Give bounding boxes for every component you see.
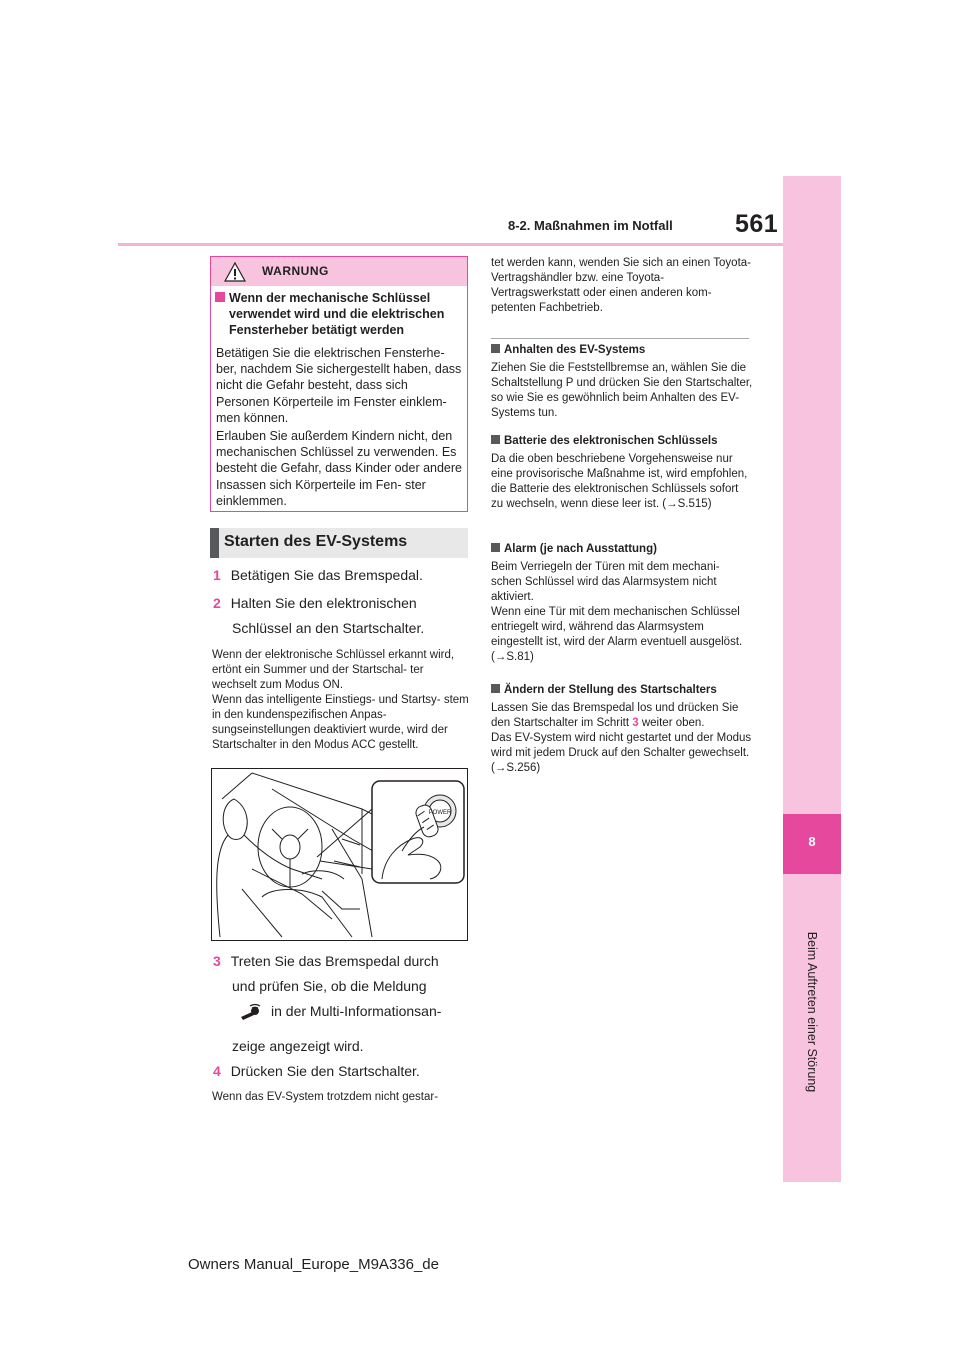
step-number: 1 xyxy=(213,567,221,583)
step-note: Wenn der elektronische Schlüssel erkannt wird, ertönt ein Summer und der Startschal- ter wechselt zum Modus ON. Wenn das intelligente Einstiegs- und Startsy- stem in den kundenspezifischen Anpas- sungseinstellungen deaktiviert wurde, wird der Startschalter in den Modus ACC gestellt. xyxy=(212,649,469,751)
divider xyxy=(491,338,749,339)
step-note: Wenn das EV-System trotzdem nicht gestar- xyxy=(212,1091,439,1103)
illustration-key-on-start-switch xyxy=(211,768,468,941)
step-1 xyxy=(213,563,469,588)
warning-paragraph: Erlauben Sie außerdem Kindern nicht, den mechanischen Schlüssel zu verwenden. Es besteht die Gefahr, dass Kinder oder andere Insassen sich Körperteile im Fen- ster einklemmen. xyxy=(216,429,462,508)
section-title: 8-2. Maßnahmen im Notfall xyxy=(508,218,673,233)
subsection-title-text: Ändern der Stellung des Startschalters xyxy=(504,684,717,696)
page-number: 561 xyxy=(735,210,779,238)
step-number: 3 xyxy=(213,953,221,969)
square-bullet-icon xyxy=(491,344,500,353)
square-bullet-icon xyxy=(491,684,500,693)
subsection-title-text: Anhalten des EV-Systems xyxy=(504,344,646,356)
step-text: Betätigen Sie das Bremspedal. xyxy=(230,567,423,583)
step-text: Halten Sie den elektronischen xyxy=(230,595,417,611)
power-button-label: POWER xyxy=(428,810,452,816)
subsection-paragraph: Da die oben beschriebene Vorgehensweise nur eine provisorische Maßnahme ist, wird empfohlen, die Batterie des elektronischen Schlüssels sofort zu wechseln, wenn diese leer ist. (→S.515) xyxy=(491,453,748,510)
warning-label: WARNUNG xyxy=(262,264,329,278)
step-text: Treten Sie das Bremspedal durch xyxy=(230,953,439,969)
section-heading: Starten des EV-Systems xyxy=(224,533,408,550)
subsection-title xyxy=(491,683,717,698)
subsection-paragraph: Beim Verriegeln der Türen mit dem mechani- schen Schlüssel wird das Alarmsystem nicht aktiviert. Wenn eine Tür mit dem mechanischen Schlüssel entriegelt wird, während das Alarmsystem eingestellt ist, wird der Alarm eventuell ausgelöst. (→S.81) xyxy=(491,561,743,663)
heading-band-bar xyxy=(210,528,219,558)
subsection-title-text: Alarm (je nach Ausstattung) xyxy=(504,543,657,555)
subsection-title xyxy=(491,434,717,449)
header-rule xyxy=(118,243,783,246)
step-number: 4 xyxy=(213,1063,221,1079)
step-text-continued: in der Multi-Informationsan- xyxy=(271,1003,442,1019)
step-2 xyxy=(213,591,469,616)
chapter-number: 8 xyxy=(808,834,816,849)
warning-triangle-icon xyxy=(224,262,246,282)
footer-manual-id: Owners Manual_Europe_M9A336_de xyxy=(188,1256,439,1273)
subsection-title-text: Batterie des elektronischen Schlüssels xyxy=(504,435,718,447)
warning-title: Wenn der mechanische Schlüssel verwendet wird und die elektrischen Fensterheber betätigt werden xyxy=(229,291,445,337)
paragraph-text: Lassen Sie das Bremspedal los und drücken Sie den Startschalter im Schritt xyxy=(491,702,739,729)
step-3 xyxy=(213,949,469,974)
step-number: 2 xyxy=(213,595,221,611)
square-bullet-icon xyxy=(491,543,500,552)
subsection-title xyxy=(491,343,645,358)
car-interior-illustration xyxy=(212,769,467,940)
square-bullet-icon xyxy=(491,435,500,444)
step-text-continued: und prüfen Sie, ob die Meldung xyxy=(232,978,427,994)
paragraph-text: weiter oben. Das EV-System wird nicht gestartet und der Modus wird mit jedem Druck auf den Schalter gewechselt. (→S.256) xyxy=(491,717,752,774)
step-text-continued: Schlüssel an den Startschalter. xyxy=(232,620,425,636)
subsection-paragraph: Ziehen Sie die Feststellbremse an, wählen Sie die Schaltstellung P und drücken Sie den Startschalter, so wie Sie es gewöhnlich beim Anhalten des EV-Systems tun. xyxy=(491,362,753,419)
step-reference: 3 xyxy=(632,717,639,729)
step-text-continued: zeige angezeigt wird. xyxy=(232,1038,364,1054)
warning-bullet-icon xyxy=(215,292,225,302)
warning-header xyxy=(211,257,467,286)
subsection-title xyxy=(491,542,657,557)
step-text: Drücken Sie den Startschalter. xyxy=(230,1063,420,1079)
chapter-title: Beim Auftreten einer Störung xyxy=(805,931,819,1093)
key-detected-indicator-icon xyxy=(238,1003,262,1021)
paragraph-continued: tet werden kann, wenden Sie sich an einen Toyota-Vertragshändler bzw. eine Toyota- Vertragswerkstatt oder einen anderen kom- petenten Fachbetrieb. xyxy=(491,257,751,314)
step-4 xyxy=(213,1059,469,1084)
warning-paragraph: Betätigen Sie die elektrischen Fensterhe- ber, nachdem Sie sichergestellt haben, dass nicht die Gefahr besteht, dass sich Personen Körperteile im Fenster einklem- men können. xyxy=(216,346,462,425)
subsection-paragraph xyxy=(491,701,753,776)
